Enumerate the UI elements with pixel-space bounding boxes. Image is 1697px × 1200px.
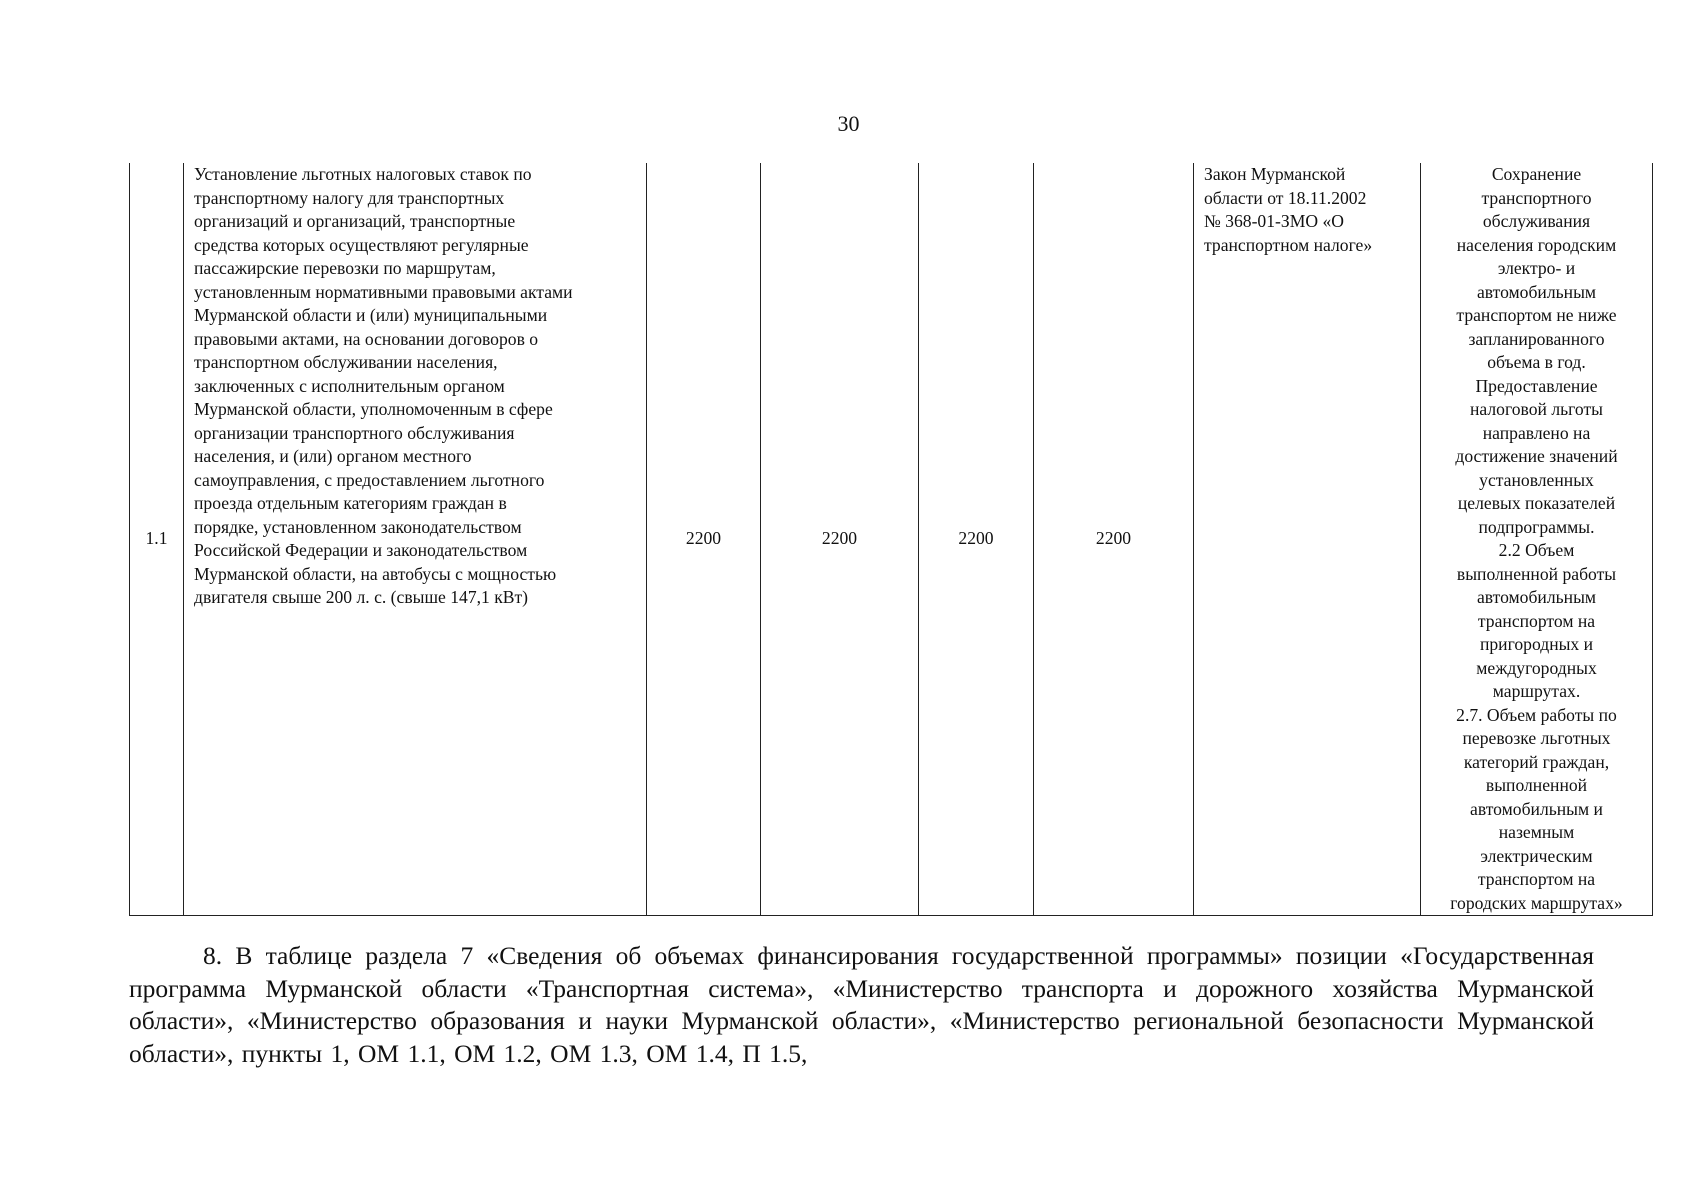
row-number-cell <box>130 163 184 916</box>
amendment-paragraph: 8. В таблице раздела 7 «Сведения об объемах финансирования государственной программы» позиции «Государственная программа Мурманской области «Транспортная система», «Министерство транспорта и дорожного хозяйства Мурманской области», «Министерство образования и науки Мурманской области», «Министерство региональной безопасности Мурманской области», пункты 1, ОМ 1.1, ОМ 1.2, ОМ 1.3, ОМ 1.4, П 1.5, <box>129 941 1594 1068</box>
law-cell <box>1194 163 1421 916</box>
value-cell-4 <box>1034 163 1194 916</box>
description-cell <box>184 163 647 916</box>
row-number: 1.1 <box>145 528 168 549</box>
value-1: 2200 <box>685 528 722 549</box>
page-number: 30 <box>837 111 860 136</box>
law-text: Закон Мурманской области от 18.11.2002 № 368-01-ЗМО «О транспортном налоге» <box>1204 164 1373 255</box>
value-cell-1 <box>647 163 761 916</box>
value-cell-3 <box>919 163 1034 916</box>
value-2: 2200 <box>821 528 858 549</box>
table-row <box>130 163 1653 916</box>
value-cell-2 <box>761 163 919 916</box>
description-text: Установление льготных налоговых ставок по транспортному налогу для транспортных организаций и организаций, транспортные средства которых осуществляют регулярные пассажирские перевозки по маршрутам, установленным нормативными правовыми актами Мурманской области и (или) муниципальными правовыми актами, на основании договоров о транспортном обслуживании населения, заключенных с исполнительным органом Мурманской области, уполномоченным в сфере организации транспортного обслуживания населения, и (или) органом местного самоуправления, с предоставлением льготного проезда отдельным категориям граждан в порядке, установленном законодательством Российской Федерации и законодательством Мурманской области, на автобусы с мощностью двигателя свыше 200 л. с. (свыше 147,1 кВт) <box>194 164 573 607</box>
goal-cell <box>1421 163 1653 916</box>
tax-benefit-table <box>129 163 1653 916</box>
value-3: 2200 <box>958 528 994 549</box>
goal-text: Сохранение транспортного обслуживания населения городским электро- и автомобильным транспортом не ниже запланированного объема в год. Предоставление налоговой льготы направлено на достижение значений установленных целевых показателей подпрограммы. 2.2 Объем выполненной работы автомобильным транспортом на пригородных и междугородных маршрутах. 2.7. Объем работы по перевозке льготных категорий граждан, выполненной автомобильным и наземным электрическим транспортом на городских маршрутах» <box>1450 164 1623 913</box>
value-4: 2200 <box>1095 528 1132 549</box>
